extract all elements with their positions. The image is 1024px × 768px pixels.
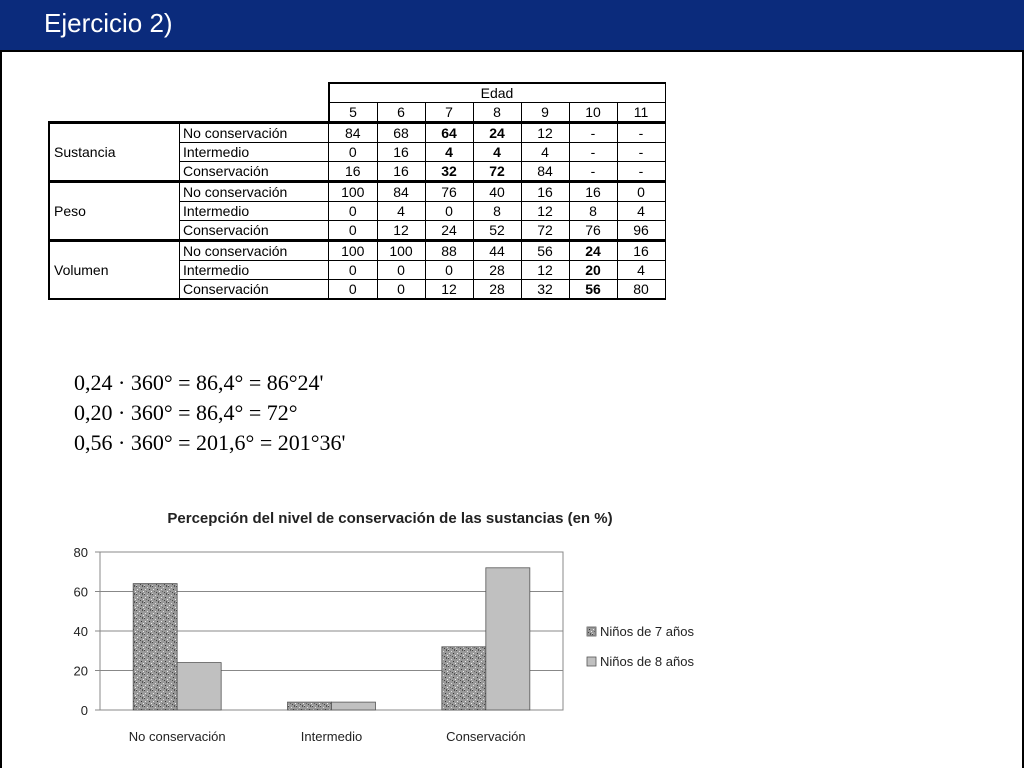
- legend-swatch: [587, 627, 596, 636]
- table-row: [49, 182, 665, 202]
- table-cell: 4: [473, 143, 521, 162]
- table-cell: -: [569, 123, 617, 143]
- table-cell: 8: [569, 202, 617, 221]
- age-cell: 8: [473, 103, 521, 123]
- table-cell: 4: [425, 143, 473, 162]
- table-cell: 52: [473, 221, 521, 241]
- legend-label: Niños de 7 años: [600, 624, 694, 639]
- table-cell: 40: [473, 182, 521, 202]
- y-tick-label: 20: [73, 663, 88, 679]
- table-cell: 16: [377, 143, 425, 162]
- row-label: Intermedio: [180, 261, 329, 280]
- table-cell: 76: [569, 221, 617, 241]
- table-cell: 0: [329, 280, 378, 300]
- data-table: [48, 82, 666, 300]
- table-row: [49, 123, 665, 143]
- age-cell: 7: [425, 103, 473, 123]
- table-cell: 4: [617, 202, 665, 221]
- table-cell: 12: [377, 221, 425, 241]
- table-cell: 0: [329, 143, 378, 162]
- formula-line: 0,24 · 360° = 86,4° = 86°24': [74, 370, 324, 395]
- table-cell: 16: [569, 182, 617, 202]
- table-cell: 0: [425, 202, 473, 221]
- table-cell: -: [617, 123, 665, 143]
- table-cell: 88: [425, 241, 473, 261]
- x-tick-label: Conservación: [446, 729, 526, 744]
- table-cell: 76: [425, 182, 473, 202]
- table-cell: 4: [617, 261, 665, 280]
- table-cell: 56: [569, 280, 617, 300]
- table-cell: 84: [329, 123, 378, 143]
- row-label: No conservación: [180, 123, 329, 143]
- table-cell: 68: [377, 123, 425, 143]
- table-ages-row: [49, 103, 665, 123]
- table-cell: -: [569, 143, 617, 162]
- table-cell: 16: [617, 241, 665, 261]
- table-cell: 12: [425, 280, 473, 300]
- table-cell: 84: [521, 162, 569, 182]
- age-cell: 11: [617, 103, 665, 123]
- table-cell: 56: [521, 241, 569, 261]
- table-cell: 28: [473, 261, 521, 280]
- table-header-row: [49, 83, 665, 103]
- table-cell: 16: [521, 182, 569, 202]
- row-label: No conservación: [180, 241, 329, 261]
- table-cell: 32: [425, 162, 473, 182]
- row-label: Conservación: [180, 221, 329, 241]
- row-label: No conservación: [180, 182, 329, 202]
- table-cell: 12: [521, 123, 569, 143]
- row-label: Conservación: [180, 162, 329, 182]
- formulas: [74, 368, 346, 458]
- y-tick-label: 0: [80, 703, 88, 718]
- row-label: Conservación: [180, 280, 329, 300]
- table-row: [49, 241, 665, 261]
- table-cell: -: [617, 143, 665, 162]
- table-cell: 24: [425, 221, 473, 241]
- bar-chart: [0, 530, 780, 768]
- bar-series-8: [332, 702, 376, 710]
- table-cell: 28: [473, 280, 521, 300]
- table-cell: 24: [473, 123, 521, 143]
- formula-line: 0,20 · 360° = 86,4° = 72°: [74, 400, 298, 425]
- table-cell: 0: [329, 261, 378, 280]
- table-cell: 4: [521, 143, 569, 162]
- bar-series-7: [133, 584, 177, 710]
- table-cell: 0: [329, 202, 378, 221]
- table-cell: 32: [521, 280, 569, 300]
- category-volumen: Volumen: [49, 241, 180, 300]
- table-cell: 80: [617, 280, 665, 300]
- bar-series-8: [486, 568, 530, 710]
- y-tick-label: 60: [73, 584, 88, 600]
- table-cell: 4: [377, 202, 425, 221]
- table-cell: 8: [473, 202, 521, 221]
- y-tick-label: 80: [73, 545, 88, 560]
- table-cell: 0: [617, 182, 665, 202]
- x-tick-label: Intermedio: [300, 729, 363, 744]
- table-cell: 12: [521, 261, 569, 280]
- table-cell: 0: [377, 280, 425, 300]
- y-tick-label: 40: [73, 624, 88, 639]
- table-cell: 72: [521, 221, 569, 241]
- table-cell: 0: [425, 261, 473, 280]
- formula-line: 0,56 · 360° = 201,6° = 201°36': [74, 430, 346, 455]
- table-cell: 96: [617, 221, 665, 241]
- bar-series-8: [177, 663, 221, 710]
- table-cell: 100: [377, 241, 425, 261]
- chart-title: Percepción del nivel de conservación de las sustancias (en %): [167, 510, 613, 527]
- table-cell: 0: [329, 221, 378, 241]
- title-bar: [0, 0, 1024, 52]
- bar-series-7: [442, 647, 486, 710]
- table-cell: 84: [377, 182, 425, 202]
- slide-title: Ejercicio 2): [44, 8, 173, 38]
- x-tick-label: No conservación: [128, 729, 226, 744]
- table-cell: 20: [569, 261, 617, 280]
- legend-label: Niños de 8 años: [600, 654, 694, 669]
- table-cell: 100: [329, 182, 378, 202]
- row-label: Intermedio: [180, 143, 329, 162]
- age-cell: 6: [377, 103, 425, 123]
- age-cell: 9: [521, 103, 569, 123]
- category-sustancia: Sustancia: [49, 123, 180, 182]
- table-cell: 100: [329, 241, 378, 261]
- row-label: Intermedio: [180, 202, 329, 221]
- table-cell: 72: [473, 162, 521, 182]
- table-cell: 44: [473, 241, 521, 261]
- table-cell: 16: [329, 162, 378, 182]
- age-cell: 5: [329, 103, 378, 123]
- table-cell: 16: [377, 162, 425, 182]
- bar-series-7: [288, 702, 332, 710]
- table-cell: 12: [521, 202, 569, 221]
- table-cell: 64: [425, 123, 473, 143]
- table-cell: -: [617, 162, 665, 182]
- age-header: Edad: [329, 83, 666, 103]
- table-cell: 24: [569, 241, 617, 261]
- legend-swatch: [587, 657, 596, 666]
- category-peso: Peso: [49, 182, 180, 241]
- age-cell: 10: [569, 103, 617, 123]
- table-cell: -: [569, 162, 617, 182]
- table-cell: 0: [377, 261, 425, 280]
